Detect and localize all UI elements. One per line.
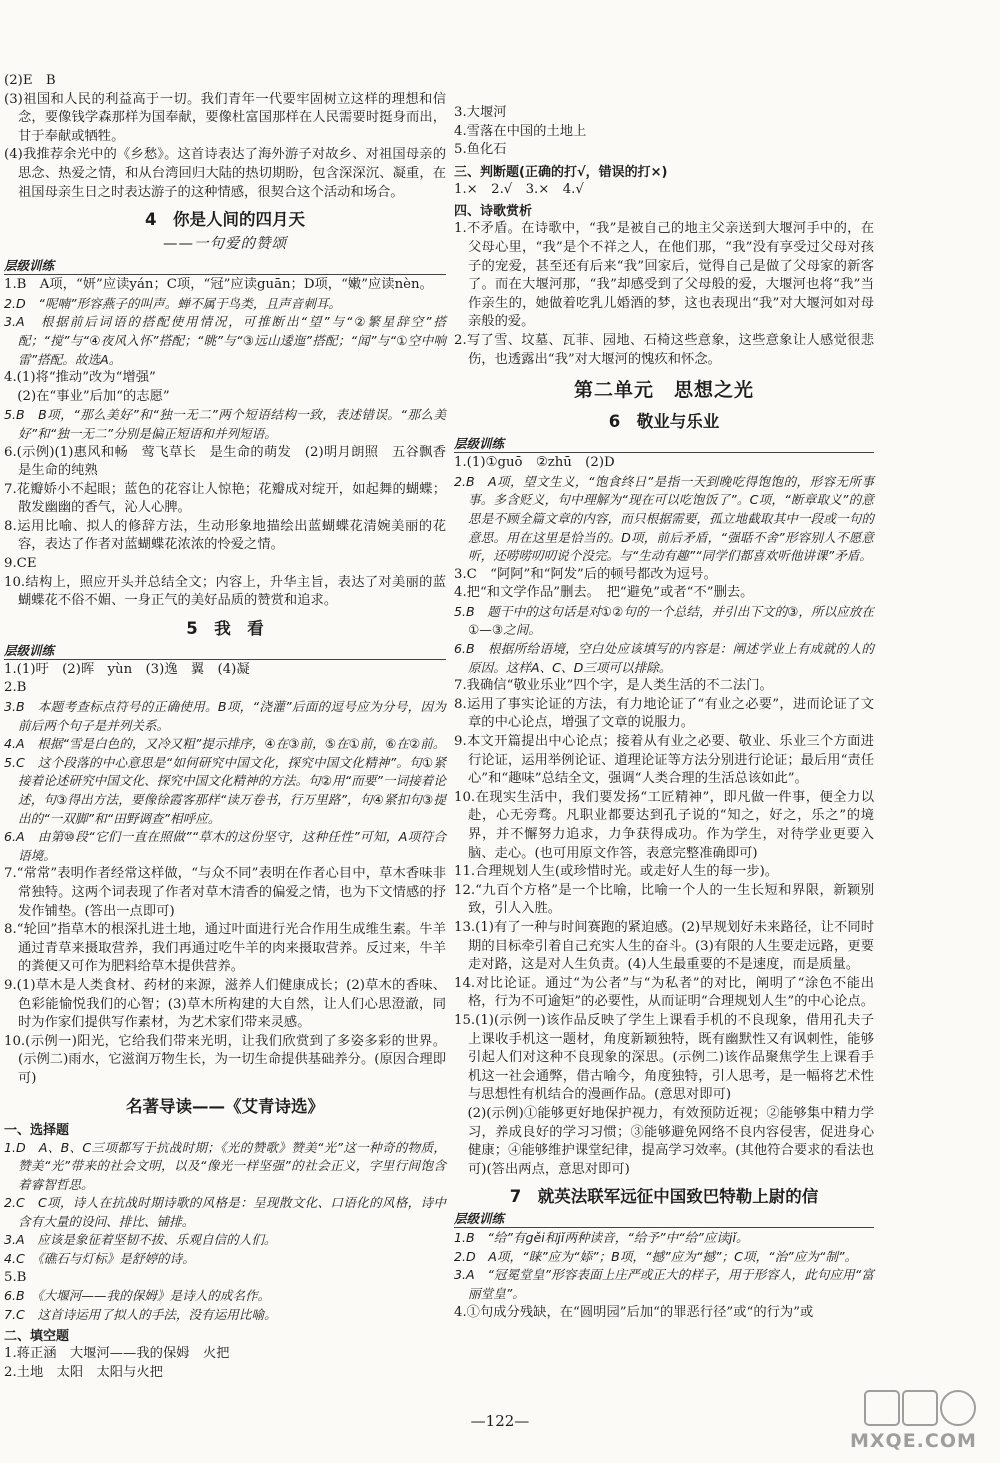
right-column — [454, 104, 874, 1322]
question-type-heading: 二、填空题 — [4, 1329, 70, 1345]
lesson-subtitle: ——一句爱的赞颂 — [163, 236, 287, 253]
answer-explanation: 3.A 根据前后词语的搭配使用情况，可推断出“望”与“②繁星辞空”搭配；“搅”与“④夜风入怀”搭配；“眺”与“③远山逶迤”搭配；“闻”与“①空中响雷”搭配。故选A。 — [4, 314, 446, 367]
answer-line: 7.花瓣娇小不起眼；蓝色的花容让人惊艳；花瓣成对绽开，如起舞的蝴蝶；散发幽幽的香气，沁人心脾。 — [4, 481, 446, 516]
answer-explanation: 1.D A、B、C三项都写于抗战时期；《光的赞歌》赞美“光”这一种奇的物质，赞美“光”带来的社会文明，以及“像光一样坚强”的社会正义，字里行间饱含着睿智哲思。 — [4, 1139, 446, 1192]
answer-line: 7.我确信“敬业乐业”四个字，是人类生活的不二法门。 — [454, 678, 773, 694]
answer-line: 1.(1)吁 (2)晖 yùn (3)逸 翼 (4)凝 — [4, 661, 250, 677]
answer-explanation: 2.B A项，望文生义，“饱食终日”是指一天到晚吃得饱饱的，形容无所事事。多含贬义，句中理解为“现在可以吃饱饭了”。C项，“断章取义”的意思是不顾全篇文章的内容，而只根据需要，孤立地截取其中一段或一句的意思。用在这里是恰当的。D项，前后矛盾，“强聒不舍”形容别人不愿意听，还唠唠叨叨说个没完。与“生动有趣”“同学们都喜欢听他讲课”矛盾。 — [454, 473, 874, 564]
answer-line: 9.CE — [4, 556, 37, 572]
answer-line: 2.写了雪、坟墓、瓦菲、园地、石椅这些意象，这些意象让人感觉很悲伤，也透露出“我”对大堰河的愧疚和怀念。 — [454, 332, 874, 367]
answer-explanation: 5.B 题干中的这句话是对①②句的一个总结，并引出下文的③，所以应放在①—③之间。 — [454, 603, 874, 638]
lesson-title: 7 就英法联军远征中国致巴特勒上尉的信 — [509, 1187, 819, 1207]
answer-line: (4)我推荐余光中的《乡愁》。这首诗表达了海外游子对故乡、对祖国母亲的思念、热爱之情，和从台湾回归大陆的热切期盼，包含深深沉、凝重，在祖国母亲生日之时表达游子的这种情感，很契合这个活动和场合。 — [4, 147, 446, 200]
lesson-title: 5 我 看 — [186, 618, 264, 638]
answer-explanation: 3.A “冠冕堂皇”形容表面上庄严或正大的样子，用于形容人，此句应用“富丽堂皇”。 — [454, 1267, 874, 1302]
watermark-glyph-box — [902, 1390, 938, 1426]
answer-line: 6.(示例)(1)惠风和畅 莺飞草长 是生命的萌发 (2)明月朗照 五谷飘香 是生命的纯熟 — [4, 444, 460, 479]
answer-line: 5.B — [4, 1269, 27, 1285]
page-number: —122— — [470, 1412, 530, 1430]
answer-explanation: 2.D A项，“睐”应为“婖”；B项，“撼”应为“撼”；C项，“治”应为“制”。 — [454, 1248, 858, 1264]
section-heading: 层级训练 — [454, 434, 874, 453]
answer-line: 4.(1)将“推动”改为“增强” — [4, 370, 156, 386]
answer-explanation: 5.B B项，“那么美好”和“独一无二”两个短语结构一致，表述错误。“那么美好”和“独一无二”分别是偏正短语和并列短语。 — [4, 407, 446, 441]
lesson-title: 名著导读——《艾青诗选》 — [126, 1096, 324, 1116]
answer-explanation: 4.C 《礁石与灯标》是舒婷的诗。 — [4, 1251, 195, 1267]
answer-line: 5.鱼化石 — [454, 142, 507, 158]
answer-line: 2.土地 太阳 太阳与火把 — [4, 1365, 163, 1381]
left-column — [4, 72, 460, 1383]
answer-explanation: 2.D “呢喃”形容燕子的叫声。蝉不属于鸟类，且声音刺耳。 — [4, 295, 342, 311]
answer-line: 4.把“和文学作品”删去。 把“避免”或者“不”删去。 — [454, 585, 754, 601]
answer-line: (2)(示例)①能够更好地保护视力，有效预防近视；②能够集中精力学习，养成良好的学习习惯；③能够避免网络不良内容侵害，促进身心健康；④能够维护课堂纪律，提高学习效率。(其他符合要求的看法也可)(答出两点，意思对即可) — [454, 1105, 874, 1177]
answer-line: 3.C “阿阿”和“阿发”后的顿号都改为逗号。 — [454, 566, 717, 582]
watermark-logo — [818, 1386, 990, 1454]
answer-line: 15.(1)(示例一)该作品反映了学生上课看手机的不良现象，借用孔夫子上课收手机这一题材，角度新颖独特，既有幽默性又有讽刺性，能够引起人们对这种不良现象的深思。(示例二)该作品聚焦学生上课看手机这一社会通弊，借古喻今，角度独特，引人思考，是一幅将艺术性与思想性有机结合的漫画作品。(意思对即可) — [454, 1012, 874, 1103]
question-type-heading: 三、判断题(正确的打√，错误的打×) — [454, 164, 668, 180]
answer-line: 9.本文开篇提出中心论点；接着从有业之必要、敬业、乐业三个方面进行论证，运用举例论证、道理论证等方法分别进行论证；最后用“责任心”和“趣味”总结全文，强调“人类合理的生活总该如此”。 — [454, 734, 874, 787]
answer-line: (2)E B — [4, 73, 56, 88]
question-type-heading: 一、选择题 — [4, 1122, 70, 1138]
answer-line: 2.B — [4, 680, 27, 696]
watermark-glyph-box — [864, 1390, 900, 1426]
answer-explanation: 3.B 本题考查标点符号的正确使用。B项，“浇灌”后面的逗号应为分号，因为前后两个句子是并列关系。 — [4, 699, 446, 733]
answer-line: 1.蒋正涵 大堰河——我的保姆 火把 — [4, 1346, 230, 1362]
answer-explanation: 6.B 根据所给语境，空白处应该填写的内容是：阐述学业上有成就的人的原因。这样A、C、D三项可以排除。 — [454, 641, 874, 675]
answer-line: 1.(1)①guō ②zhū (2)D — [454, 455, 615, 471]
answer-explanation: 2.C C项，诗人在抗战时期诗歌的风格是：呈现散文化、口语化的风格，诗中含有大量的设问、排比、铺排。 — [4, 1195, 446, 1229]
answer-line: 1.不矛盾。在诗歌中，“我”是被自己的地主父亲送到大堰河手中的，在父母心里，“我”是个不祥之人，在他们那，“我”没有享受过父母对孩子的宠爱，甚至还有后来“我”回家后，觉得自己是做了父母家的新客了。而在大堰河那，“我”却感受到了父母般的爱，大堰河也将“我”当作亲生的，她做着吃乳儿婚酒的梦，这也表现出“我”对大堰河如对母亲般的爱。 — [454, 221, 874, 330]
answer-line: 7.“常常”表明作者经常这样做，“与众不同”表明在作者心目中，草木香味非常独特。这两个词表现了作者对草木清香的偏爱之情，也为下文情感的抒发作铺垫。(答出一点即可) — [4, 866, 446, 919]
answer-line: 3.大堰河 — [454, 105, 507, 120]
unit-title: 第二单元 思想之光 — [573, 379, 754, 402]
answer-line: 4.雪落在中国的土地上 — [454, 123, 587, 139]
answer-line: 14.对比论证。通过“为公者”与“为私者”的对比，阐明了“涂色不能出格，行为不可逾矩”的必要性，从而证明“合理规划人生”的中心论点。 — [454, 975, 875, 1010]
answer-line: (2)在“事业”后加“的志愿” — [4, 388, 170, 404]
section-heading: 层级训练 — [454, 1209, 874, 1228]
answer-line: 13.(1)有了一种与时间赛跑的紧迫感。(2)早规划好未来路径，让不同时期的目标牵引着自己充实人生的奋斗。(3)有限的人生要走远路，更要走对路，这是对人生负责。(4)人生最重要的不是速度，而是质量。 — [454, 919, 874, 973]
answer-explanation: 6.A 由第⑩段“它们一直在照做”“草木的这份坚守，这种任性”可知，A项符合语境。 — [4, 829, 446, 863]
answer-line: 1.B A项，“妍”应读yán；C项，“冠”应读guān；D项，“嫩”应读nèn。 — [4, 277, 433, 293]
watermark-url: MXQE.COM — [850, 1430, 977, 1452]
answer-line: 8.运用了事实论证的方法，有力地论证了“有业之必要”，进而论证了文章的中心论点，增强了文章的说服力。 — [454, 696, 874, 731]
answer-line: 8.“轮回”指草木的根深扎进土地，通过叶面进行光合作用生成维生素。牛羊通过青草来摄取营养，我们再通过吃牛羊的肉来摄取营养。反过来，牛羊的粪便又可作为肥料给草木提供营养。 — [4, 922, 446, 975]
answer-line: 4.①句成分残缺，在“圆明园”后加“的罪恶行径”或“的行为”或 — [454, 1304, 814, 1320]
section-heading: 层级训练 — [4, 256, 446, 275]
question-type-heading: 四、诗歌赏析 — [454, 204, 533, 220]
section-heading: 层级训练 — [4, 641, 446, 660]
answer-explanation: 4.A 根据“雪是白色的，又冷又粗”提示排序，④在③前，⑤在①前，⑥在②前。 — [4, 736, 446, 752]
answer-line: 11.合理规划人生(或珍惜时光。或走好人生的每一步)。 — [454, 864, 779, 880]
watermark-glyph-circle — [940, 1390, 976, 1426]
answer-line: 8.运用比喻、拟人的修辞方法，生动形象地描绘出蓝蝴蝶花清婉美丽的花容，表达了作者对蓝蝴蝶花浓浓的怜爱之情。 — [4, 518, 446, 553]
answer-line: 10.(示例一)阳光，它给我们带来光明，让我们欣赏到了多姿多彩的世界。(示例二)雨水，它滋润万物生长，为一切生命提供基础养分。(原因合理即可) — [4, 1033, 446, 1086]
answer-line: 12.“九百个方格”是一个比喻，比喻一个人的一生长短和界限，新颖别致，引人入胜。 — [454, 882, 874, 917]
answer-line: 10.在现实生活中，我们要发扬“工匠精神”，即凡做一件事，便全力以赴，心无旁骛。凡职业都要达到孔子说的“知之，好之，乐之”的境界，并不懈努力追求，力争获得成功。作为学生，对待学业更要入脑、走心。(也可用原文作答，表意完整准确即可) — [454, 789, 874, 861]
lesson-title: 6 敬业与乐业 — [608, 412, 720, 432]
answer-line: (3)祖国和人民的利益高于一切。我们青年一代要牢固树立这样的理想和信念，要像钱学森那样为国奉献，要像杜富国那样在人民需要时挺身而出，甘于奉献或牺牲。 — [4, 91, 446, 144]
answer-line: 9.(1)草木是人类食材、药材的来源，滋养人们健康成长；(2)草木的香味、色彩能愉悦我们的心智；(3)草木所构建的大自然，让人们心思澄澈，同时为作家们提供写作素材，为艺术家们带来灵感。 — [4, 977, 446, 1031]
answer-explanation: 6.B 《大堰河——我的保姆》是诗人的成名作。 — [4, 1288, 271, 1304]
answer-line: 10.结构上，照应开头并总结全文；内容上，升华主旨，表达了对美丽的蓝蝴蝶花不俗不媚、一身正气的美好品质的赞赏和追求。 — [4, 574, 446, 609]
answer-explanation: 7.C 这首诗运用了拟人的手法，没有运用比喻。 — [4, 1306, 277, 1322]
lesson-title: 4 你是人间的四月天 — [145, 210, 305, 230]
answer-line: 1.× 2.√ 3.× 4.√ — [454, 181, 584, 197]
answer-explanation: 5.C 这个段落的中心意思是“如何研究中国文化，探究中国文化精神”。句①紧接着论述研究中国文化、探究中国文化精神的方法。句②用“而要”一词接着论述，句③得出方法，要像徐霞客那样“读万卷书，行万里路”，句④紧扣句③提出的“一双脚”和“田野调查”相呼应。 — [4, 754, 446, 826]
answer-explanation: 3.A 应该是象征着坚韧不拔、乐观自信的人们。 — [4, 1232, 277, 1248]
answer-explanation: 1.B “给”有gěi和jǐ两种读音，“给予”中“给”应读jǐ。 — [454, 1230, 749, 1246]
